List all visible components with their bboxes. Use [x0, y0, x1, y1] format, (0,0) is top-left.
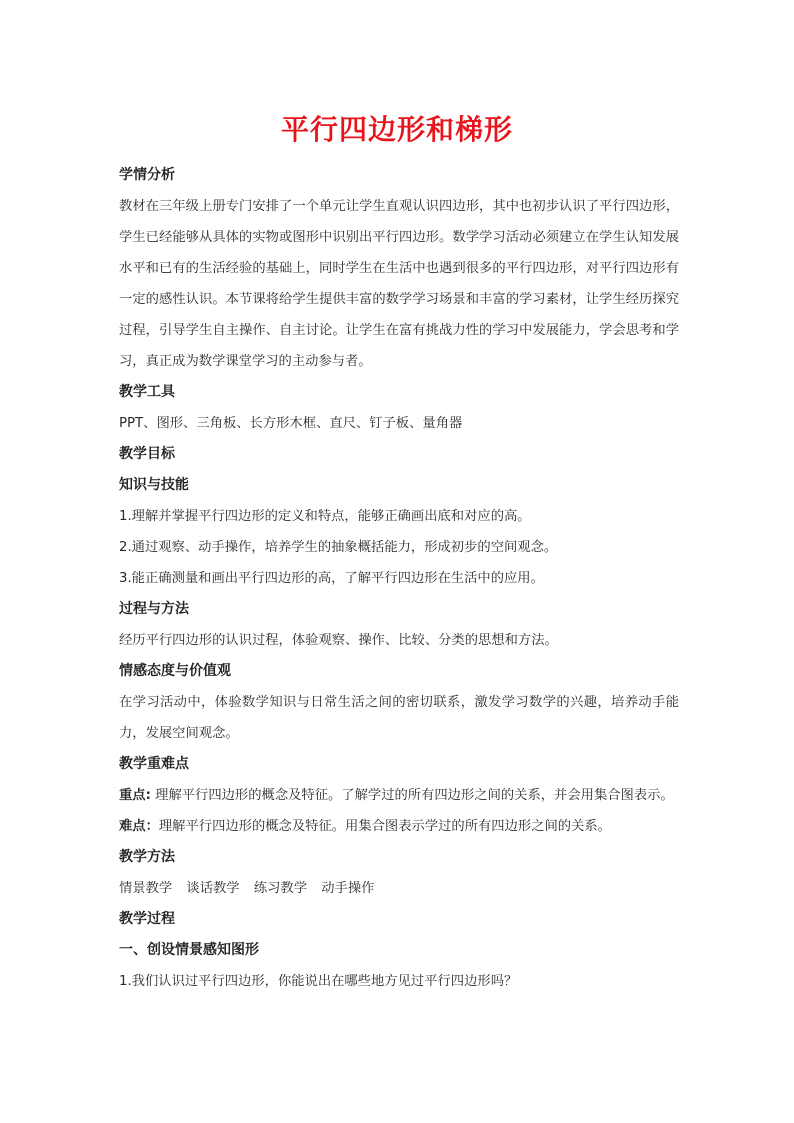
tools-list: PPT、图形、三角板、长方形木框、直尺、钉子板、量角器 — [119, 416, 463, 431]
analysis-paragraph: 教材在三年级上册专门安排了一个单元让学生直观认识四边形，其中也初步认识了平行四边形，学生已经能够从具体的实物或图形中识别出平行四边形。数学学习活动必须建立在学生认知发展水平和已有的生活经验的基础上，同时学生在生活中也遇到很多的平行四边形，对平行四边形有一定的感性认识。本节课将给学生提供丰富的数学学习场景和丰富的学习素材，让学生经历探究过程，引导学生自主操作、自主讨论。让学生在富有挑战力性的学习中发展能力，学会思考和学习，真正成为数学课堂学习的主动参与者。 — [119, 199, 679, 369]
heading-emotion-values: 情感态度与价值观 — [119, 663, 231, 679]
process-method-text: 经历平行四边形的认识过程，体验观察、操作、比较、分类的思想和方法。 — [119, 633, 558, 648]
page-title: 平行四边形和梯形 — [280, 113, 513, 146]
method-item: 情景教学 — [119, 881, 173, 896]
heading-goals: 教学目标 — [119, 446, 175, 462]
method-item: 谈话教学 — [186, 881, 240, 896]
emotion-values-paragraph: 在学习活动中，体验数学知识与日常生活之间的密切联系，激发学习数学的兴趣，培养动手能力，发展空间观念。 — [119, 695, 679, 741]
knowledge-item: 1.理解并掌握平行四边形的定义和特点，能够正确画出底和对应的高。 — [119, 509, 531, 524]
document-body — [119, 160, 679, 997]
method-item: 练习教学 — [253, 881, 308, 896]
heading-knowledge-skills: 知识与技能 — [119, 477, 189, 493]
heading-process-method: 过程与方法 — [119, 601, 189, 617]
knowledge-item: 3.能正确测量和画出平行四边形的高，了解平行四边形在生活中的应用。 — [119, 571, 544, 586]
heading-process: 教学过程 — [119, 911, 175, 927]
step1-question: 1.我们认识过平行四边形，你能说出在哪些地方见过平行四边形吗？ — [119, 974, 518, 989]
heading-step1: 一、创设情景感知图形 — [119, 942, 259, 958]
key-point-text: 理解平行四边形的概念及特征。了解学过的所有四边形之间的关系，并会用集合图表示。 — [150, 788, 674, 803]
heading-analysis: 学情分析 — [119, 167, 175, 183]
hard-point-label: 难点： — [119, 819, 159, 834]
method-item: 动手操作 — [321, 881, 375, 896]
key-point-label: 重点: — [119, 788, 151, 803]
heading-keypoints: 教学重难点 — [119, 756, 189, 772]
knowledge-item: 2.通过观察、动手操作，培养学生的抽象概括能力，形成初步的空间观念。 — [119, 540, 558, 555]
key-point-paragraph — [119, 780, 679, 811]
heading-tools: 教学工具 — [119, 384, 175, 400]
hard-point-paragraph — [119, 811, 679, 842]
heading-methods: 教学方法 — [119, 849, 175, 865]
methods-list — [119, 873, 679, 904]
hard-point-text: 理解平行四边形的概念及特征。用集合图表示学过的所有四边形之间的关系。 — [158, 819, 611, 834]
